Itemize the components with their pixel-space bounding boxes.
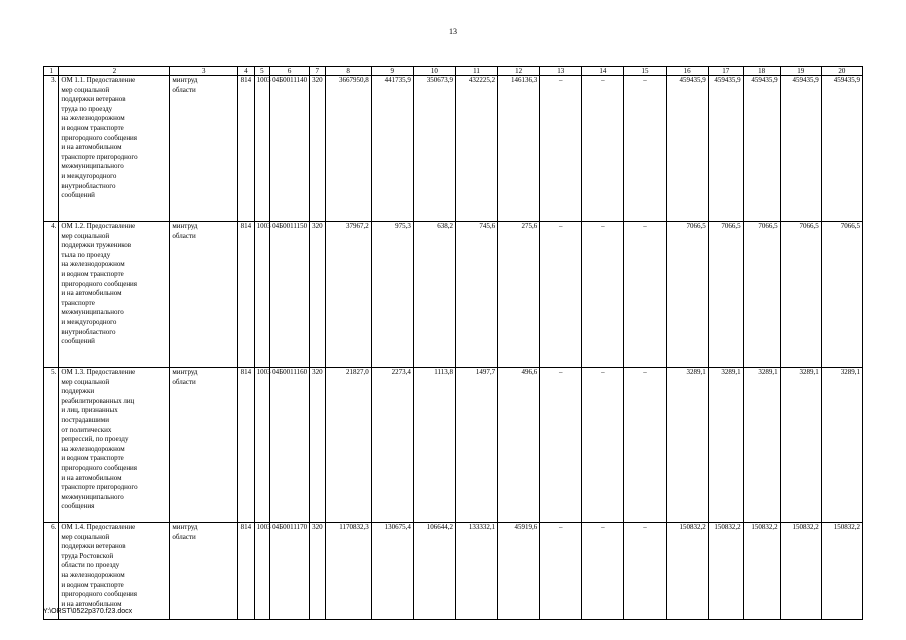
table-cell-no [44, 222, 59, 368]
table-cell-c16 [666, 76, 708, 222]
cell-text: 7066,5 [721, 222, 741, 230]
cell-text: 1003 [256, 523, 271, 531]
budget-table [43, 66, 863, 620]
table-cell-c8 [325, 368, 371, 523]
table-cell-exec [170, 368, 238, 523]
cell-text: минтруд области [172, 76, 198, 94]
table-row [44, 222, 863, 368]
table-cell-name [59, 76, 170, 222]
cell-text: 150832,2 [714, 523, 741, 531]
cell-text: минтруд области [172, 523, 198, 541]
table-cell-c12 [498, 222, 540, 368]
table-cell-name [59, 523, 170, 620]
header-cell: 14 [582, 67, 624, 76]
table-cell-c12 [498, 368, 540, 523]
cell-text: 459435,9 [751, 76, 778, 84]
cell-text: 1003 [256, 368, 271, 376]
table-cell-c20 [821, 523, 862, 620]
cell-text: ОМ 1.1. Предоставление мер социальной поддержки ветеранов труда по проезду на железнодорожном и водном транспорте пригородного сообщения и на автомобильном транспорте пригородного межмуниципального и междугородного внутриобластного сообщений [61, 76, 138, 200]
cell-text: 04Б0011140 [272, 76, 308, 84]
table-cell-c11 [455, 368, 497, 523]
cell-text: 21827,0 [345, 368, 369, 376]
table-cell-c14 [582, 523, 624, 620]
table-cell-no [44, 523, 59, 620]
table-cell-c9 [371, 368, 413, 523]
cell-text: – [559, 368, 563, 376]
cell-text: 1170832,3 [339, 523, 369, 531]
cell-text: 814 [240, 523, 252, 531]
table-cell-c16 [666, 368, 708, 523]
cell-text: – [601, 76, 605, 84]
header-cell: 16 [666, 67, 708, 76]
cell-text: 1113,8 [434, 368, 453, 376]
table-cell-name [59, 368, 170, 523]
cell-text: 975,3 [395, 222, 411, 230]
file-path-footer: Y:\ORST\0522p370.f23.docx [43, 608, 133, 615]
cell-text: 150832,2 [679, 523, 706, 531]
cell-text: ОМ 1.2. Предоставление мер социальной поддержки тружеников тыла по проезду на железнодорожном и водном транспорте пригородного сообщения и на автомобильном транспорте межмуниципального и междугородного внутриобластного сообщений [61, 222, 138, 346]
header-cell: 9 [371, 67, 413, 76]
table-cell-c17 [708, 523, 743, 620]
header-cell: 7 [310, 67, 325, 76]
header-cell: 19 [780, 67, 821, 76]
cell-text: 4. [51, 222, 57, 230]
cell-text: минтруд области [172, 368, 198, 386]
cell-text: – [559, 76, 563, 84]
header-cell: 5 [254, 67, 269, 76]
cell-text: 3289,1 [799, 368, 819, 376]
cell-text: 7066,5 [758, 222, 778, 230]
table-cell-c13 [540, 222, 582, 368]
cell-text: 320 [312, 222, 323, 230]
table-cell-c4 [238, 222, 254, 368]
table-cell-c5 [254, 368, 269, 523]
cell-text: 320 [312, 76, 323, 84]
header-cell: 12 [498, 67, 540, 76]
cell-text: 814 [240, 76, 252, 84]
table-cell-c4 [238, 76, 254, 222]
table-cell-c20 [821, 222, 862, 368]
cell-text: 7066,5 [799, 222, 819, 230]
table-cell-c7 [310, 523, 325, 620]
cell-text: – [559, 222, 563, 230]
table-cell-c13 [540, 523, 582, 620]
table-cell-exec [170, 76, 238, 222]
cell-text: 3289,1 [840, 368, 860, 376]
table-cell-c18 [743, 523, 780, 620]
table-cell-c19 [780, 76, 821, 222]
cell-text: ОМ 1.3. Предоставление мер социальной поддержки реабилитированных лиц и лиц, признанных пострадавшими от политических репрессий, по проезду на железнодорожном и водном транспорте пригородного сообщения и на автомобильном транспорте пригородного межмуниципального сообщения [61, 368, 138, 511]
cell-text: – [643, 222, 647, 230]
cell-text: 638,2 [437, 222, 453, 230]
cell-text: 320 [312, 523, 323, 531]
header-cell: 6 [270, 67, 310, 76]
table-cell-c4 [238, 368, 254, 523]
cell-text: – [601, 222, 605, 230]
table-cell-c10 [413, 222, 455, 368]
cell-text: 04Б0011150 [272, 222, 308, 230]
cell-text: – [601, 523, 605, 531]
header-cell: 15 [624, 67, 666, 76]
cell-text: – [643, 523, 647, 531]
cell-text: 3289,1 [758, 368, 778, 376]
cell-text: 459435,9 [714, 76, 741, 84]
table-cell-c14 [582, 222, 624, 368]
table-cell-c15 [624, 523, 666, 620]
cell-text: 6. [51, 523, 57, 531]
cell-text: 133332,1 [468, 523, 496, 531]
table-cell-c8 [325, 76, 371, 222]
cell-text: 441735,9 [384, 76, 411, 84]
table-cell-c5 [254, 76, 269, 222]
table-cell-c9 [371, 76, 413, 222]
table-cell-c6 [270, 523, 310, 620]
table-cell-c11 [455, 76, 497, 222]
table-cell-c11 [455, 222, 497, 368]
header-cell: 3 [170, 67, 238, 76]
cell-text: 3667950,8 [338, 76, 369, 84]
cell-text: минтруд области [172, 222, 198, 240]
cell-text: 106644,2 [426, 523, 453, 531]
cell-text: 432225,2 [468, 76, 496, 84]
table-cell-exec [170, 523, 238, 620]
cell-text: 5. [51, 368, 57, 376]
header-cell: 10 [413, 67, 455, 76]
header-cell: 4 [238, 67, 254, 76]
header-cell: 8 [325, 67, 371, 76]
cell-text: 150832,2 [751, 523, 778, 531]
table-cell-c16 [666, 523, 708, 620]
table-cell-c7 [310, 368, 325, 523]
table-cell-c8 [325, 222, 371, 368]
table-cell-c5 [254, 523, 269, 620]
table-cell-c20 [821, 76, 862, 222]
cell-text: 814 [240, 368, 252, 376]
cell-text: 3289,1 [686, 368, 706, 376]
cell-text: 320 [312, 368, 323, 376]
cell-text: 745,6 [479, 222, 496, 230]
table-cell-c20 [821, 368, 862, 523]
cell-text: 1497,7 [475, 368, 496, 376]
cell-text: 130675,4 [384, 523, 411, 531]
table-cell-c15 [624, 222, 666, 368]
header-cell: 13 [540, 67, 582, 76]
table-cell-c17 [708, 76, 743, 222]
table-cell-c18 [743, 76, 780, 222]
header-cell: 18 [743, 67, 780, 76]
cell-text: ОМ 1.4. Предоставление мер социальной поддержки ветеранов труда Ростовской области по проезду на железнодорожном и водном транспорте пригородного сообщения и на автомобильном [61, 523, 138, 608]
table-cell-c15 [624, 368, 666, 523]
page-number: 13 [449, 27, 457, 36]
table-cell-c4 [238, 523, 254, 620]
cell-text: 3. [51, 76, 57, 84]
cell-text: 1003 [256, 222, 271, 230]
cell-text: 1003 [256, 76, 271, 84]
cell-text: – [643, 76, 647, 84]
table-cell-c8 [325, 523, 371, 620]
cell-text: 37967,2 [345, 222, 369, 230]
table-cell-c7 [310, 76, 325, 222]
table-cell-c9 [371, 523, 413, 620]
cell-text: – [559, 523, 563, 531]
header-row [44, 67, 863, 76]
cell-text: 146136,3 [510, 76, 538, 84]
table-cell-c11 [455, 523, 497, 620]
table-cell-c10 [413, 523, 455, 620]
cell-text: 459435,9 [679, 76, 706, 84]
table-cell-c16 [666, 222, 708, 368]
table-cell-c10 [413, 76, 455, 222]
table-cell-c9 [371, 222, 413, 368]
cell-text: 459435,9 [792, 76, 819, 84]
table-row [44, 368, 863, 523]
table-cell-c12 [498, 523, 540, 620]
header-cell: 20 [821, 67, 862, 76]
cell-text: 3289,1 [721, 368, 741, 376]
table-cell-c7 [310, 222, 325, 368]
header-cell: 2 [59, 67, 170, 76]
table-cell-exec [170, 222, 238, 368]
table-cell-c19 [780, 368, 821, 523]
table-cell-c5 [254, 222, 269, 368]
table-cell-c17 [708, 368, 743, 523]
cell-text: 7066,5 [840, 222, 860, 230]
table-cell-c19 [780, 222, 821, 368]
cell-text: 45919,6 [514, 523, 538, 531]
table-cell-c17 [708, 222, 743, 368]
table-cell-no [44, 368, 59, 523]
table-cell-no [44, 76, 59, 222]
cell-text: 04Б0011170 [272, 523, 308, 531]
table-cell-c6 [270, 76, 310, 222]
table-cell-c14 [582, 368, 624, 523]
cell-text: 496,6 [521, 368, 538, 376]
header-cell: 1 [44, 67, 59, 76]
table-cell-c18 [743, 368, 780, 523]
table-cell-c14 [582, 76, 624, 222]
table-row [44, 76, 863, 222]
cell-text: 350673,9 [426, 76, 453, 84]
cell-text: 2273,4 [391, 368, 411, 376]
cell-text: 275,6 [521, 222, 538, 230]
cell-text: – [601, 368, 605, 376]
header-cell: 11 [455, 67, 497, 76]
cell-text: 459435,9 [833, 76, 860, 84]
table-cell-c6 [270, 222, 310, 368]
table-cell-c13 [540, 368, 582, 523]
table-cell-c13 [540, 76, 582, 222]
cell-text: 150832,2 [833, 523, 860, 531]
cell-text: 150832,2 [792, 523, 819, 531]
table-cell-c10 [413, 368, 455, 523]
cell-text: 7066,5 [686, 222, 706, 230]
table-cell-c15 [624, 76, 666, 222]
table-cell-c6 [270, 368, 310, 523]
table-cell-name [59, 222, 170, 368]
table-row [44, 523, 863, 620]
header-cell: 17 [708, 67, 743, 76]
cell-text: 04Б0011160 [272, 368, 308, 376]
cell-text: 814 [240, 222, 252, 230]
table-cell-c19 [780, 523, 821, 620]
cell-text: – [643, 368, 647, 376]
table-cell-c12 [498, 76, 540, 222]
table-cell-c18 [743, 222, 780, 368]
